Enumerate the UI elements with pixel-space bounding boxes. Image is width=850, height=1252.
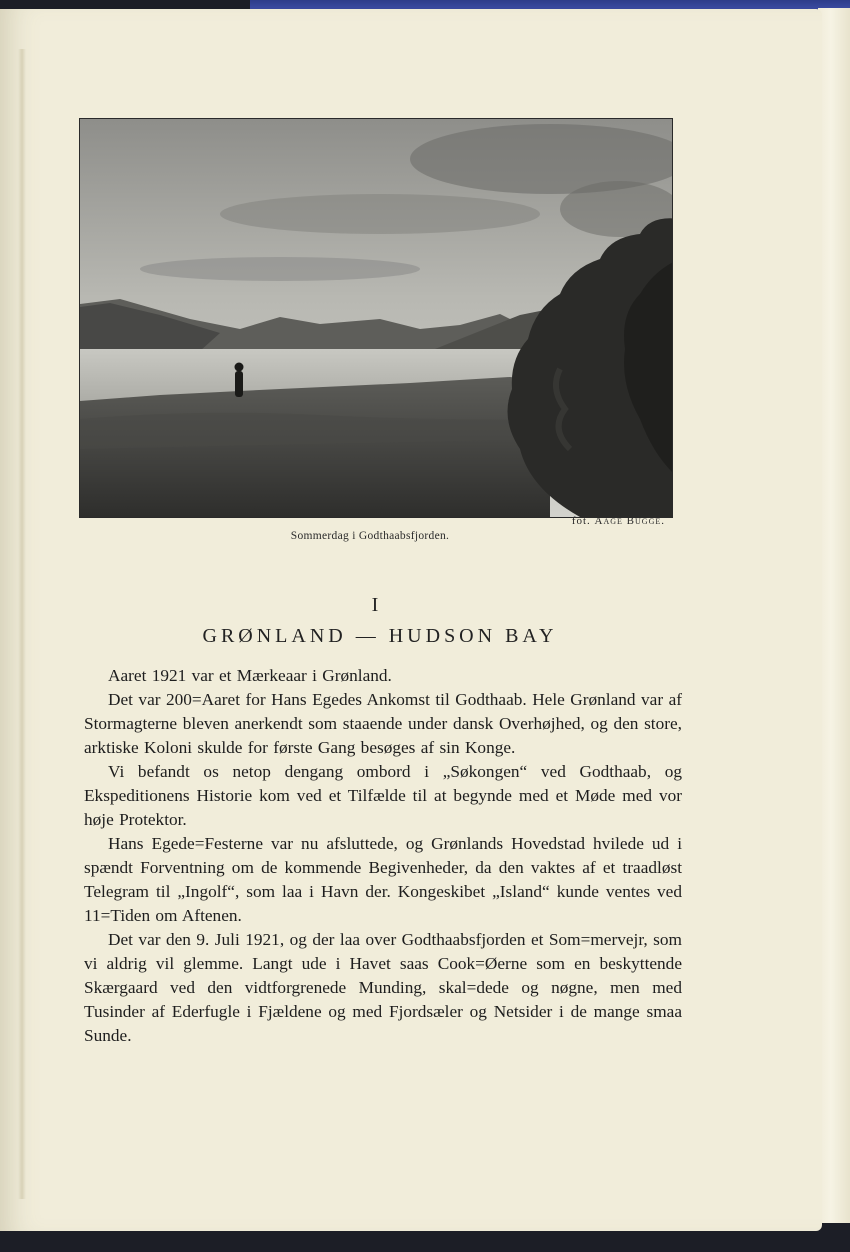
- photo-credit: [430, 515, 665, 527]
- photo-caption: Sommerdag i Godthaabsfjorden.: [290, 530, 450, 542]
- photo-credit-name: Aage Bugge.: [594, 515, 665, 527]
- fjord-photograph-image: [80, 119, 672, 517]
- page-gutter: [18, 49, 26, 1199]
- photo-credit-prefix: fot.: [571, 515, 591, 527]
- chapter-number: I: [371, 594, 379, 616]
- paragraph-2: Det var 200=Aaret for Hans Egedes Ankomst til Godthaab. Hele Grønland var af Stormagterne bleven anerkendt som staaende under dansk Overhøjhed, og den store, arktiske Koloni skulde for første Gang besøges af sin Konge.: [84, 690, 682, 757]
- body-text: [84, 664, 682, 1048]
- paragraph-5: Det var den 9. Juli 1921, og der laa over Godthaabsfjorden et Som=mervejr, som vi aldrig vil glemme. Langt ude i Havet saas Cook=Øerne som en beskyttende Skærgaard ved den vidtforgrenede Munding, skal=dede og nøgne, men med Tusinder af Ederfugle i Fjældene og med Fjordsæler og Netsider i de mange smaa Sunde.: [84, 930, 682, 1045]
- paragraph-1: Aaret 1921 var et Mærkeaar i Grønland.: [108, 666, 392, 685]
- paragraph-4: Hans Egede=Festerne var nu afsluttede, og Grønlands Hovedstad hvilede ud i spændt Forventning om de kommende Begivenheder, da den vaktes af et traadløst Telegram til „Ingolf“, som laa i Havn der. Kongeskibet „Island“ kunde ventes ved 11=Tiden om Aftenen.: [84, 834, 682, 925]
- fjord-photograph: [79, 118, 673, 518]
- page-stack-edge: [818, 8, 850, 1223]
- chapter-title: GRØNLAND — HUDSON BAY: [202, 625, 558, 647]
- paragraph-3: Vi befandt os netop dengang ombord i „Søkongen“ ved Godthaab, og Ekspeditionens Historie kom ved et Tilfælde til at begynde med et Møde med vor høje Protektor.: [84, 762, 682, 829]
